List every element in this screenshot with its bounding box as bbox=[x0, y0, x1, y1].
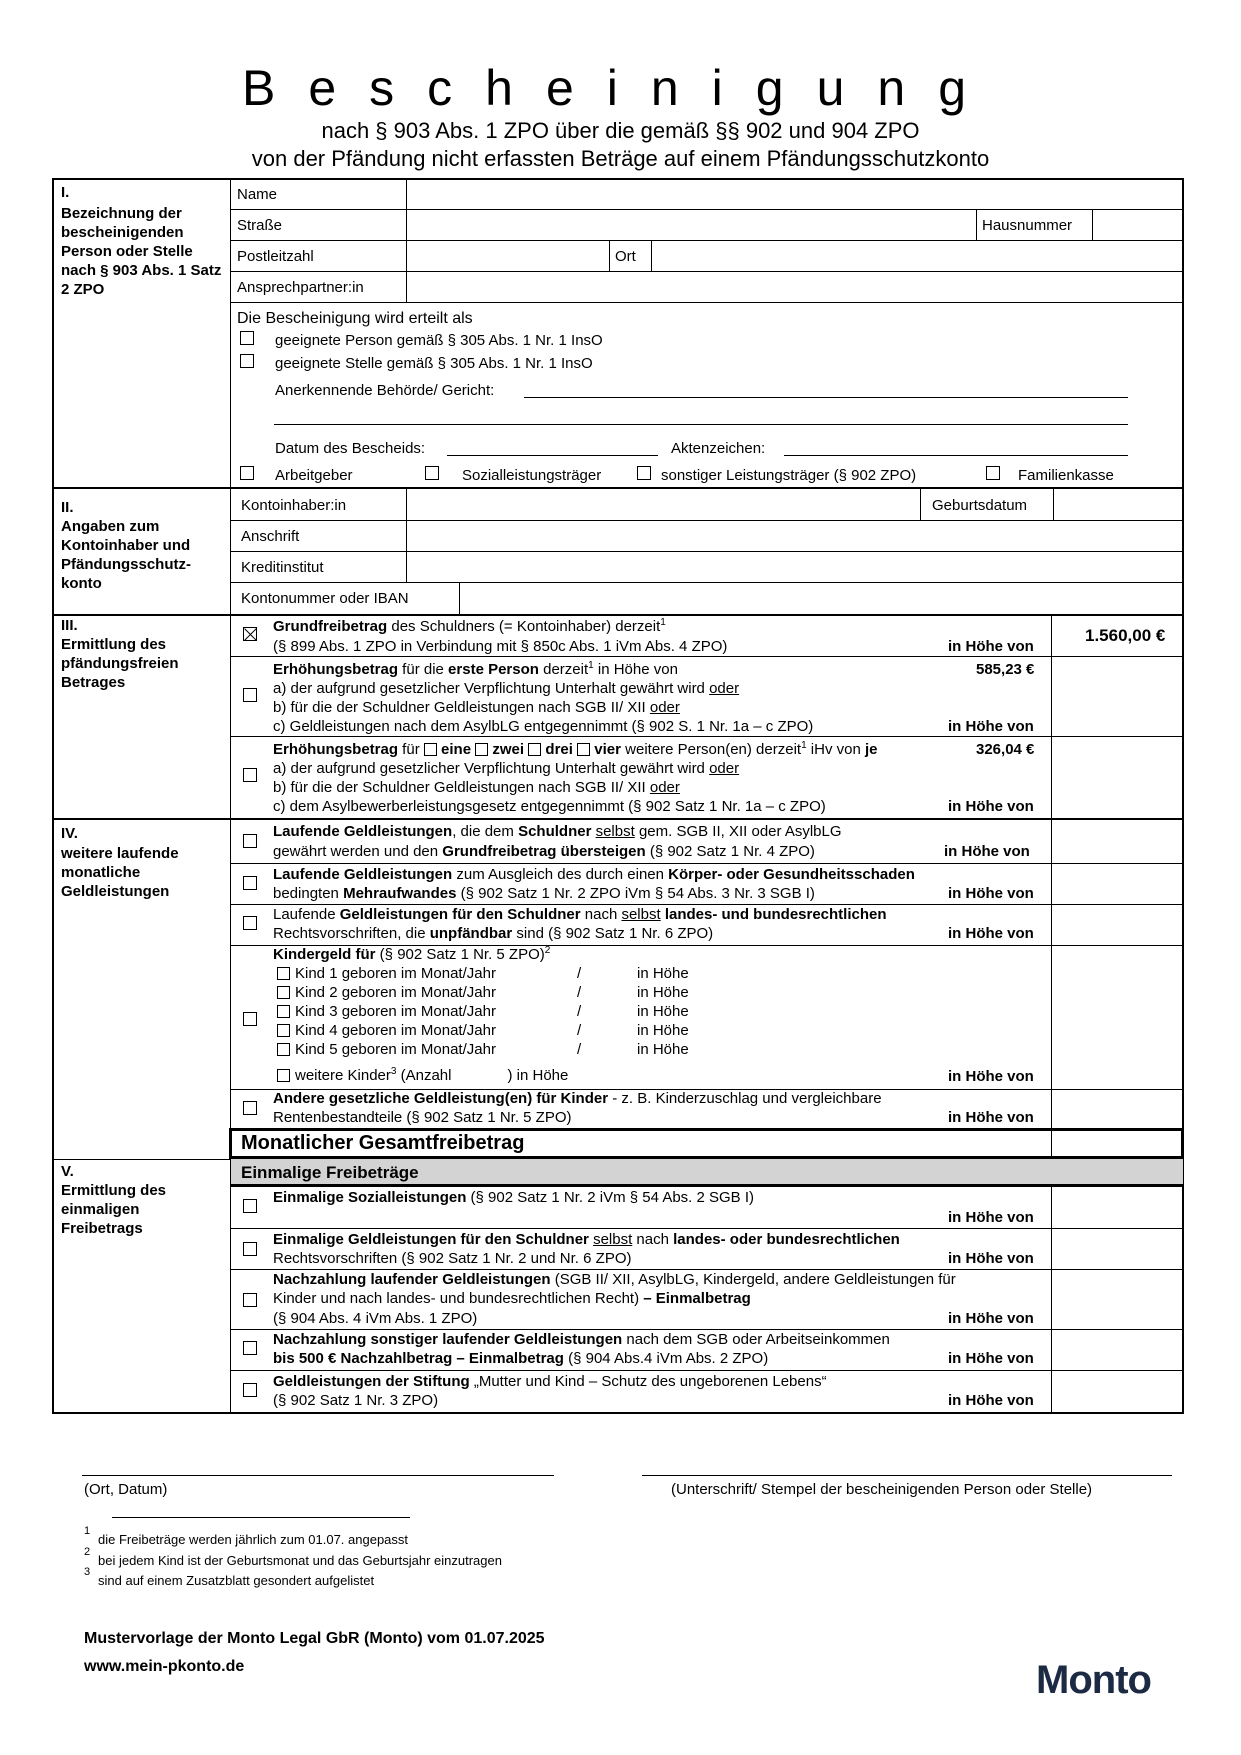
familienkasse-label: Familienkasse bbox=[1018, 467, 1114, 484]
erhoehung-b-text: b) für die der Schuldner Geldleistungen nach SGB II/ XII bbox=[273, 779, 650, 796]
laufend-text: sind (§ 902 Satz 1 Nr. 6 ZPO) bbox=[512, 925, 714, 942]
kind-hoehe-label: in Höhe bbox=[637, 1022, 689, 1039]
erhoehung-term: Erhöhungsbetrag bbox=[273, 741, 399, 758]
erhoehung-text: iHv von bbox=[806, 741, 865, 758]
andere-kinder-text: - z. B. Kinderzuschlag und vergleichbare bbox=[608, 1090, 882, 1107]
section-3-title: Ermittlung des pfändungsfreien Betrages bbox=[61, 636, 179, 691]
einmalige-geldleistungen-line1 bbox=[273, 1231, 900, 1248]
einmalige-geldleistungen-amount-field[interactable] bbox=[1052, 1229, 1182, 1269]
strasse-field[interactable] bbox=[407, 210, 975, 240]
oder-text: oder bbox=[649, 699, 680, 716]
erhoehung-2-line1 bbox=[273, 741, 878, 758]
footnote-3-text: sind auf einem Zusatzblatt gesondert aufgelistet bbox=[98, 1573, 375, 1588]
landesrecht-term: landes- und bundesrechtlichen bbox=[664, 906, 887, 923]
behoerde-label: Anerkennende Behörde/ Gericht: bbox=[275, 382, 495, 399]
nachzahlung-sonstig-term: Nachzahlung sonstiger laufender Geldleistungen bbox=[273, 1331, 623, 1348]
stiftung-line2: (§ 902 Satz 1 Nr. 3 ZPO) bbox=[273, 1392, 439, 1409]
in-hoehe-label: ) in Höhe bbox=[507, 1067, 569, 1084]
kind-label: Kind 4 geboren im Monat/Jahr bbox=[295, 1022, 496, 1039]
sonstiger-label: sonstiger Leistungsträger (§ 902 ZPO) bbox=[661, 467, 917, 484]
zwei-label: zwei bbox=[492, 741, 525, 758]
einmalige-sozialleistungen-checkbox[interactable] bbox=[243, 1199, 257, 1213]
nachzahlbetrag-term: bis 500 € Nachzahlbetrag – Einmalbetrag bbox=[273, 1350, 564, 1367]
andere-kinder-line1 bbox=[273, 1090, 882, 1107]
familienkasse-checkbox[interactable] bbox=[986, 466, 1000, 480]
kind-1-checkbox[interactable] bbox=[277, 967, 290, 980]
unterschrift-line[interactable] bbox=[642, 1475, 1172, 1476]
laufend-sgb-line1 bbox=[273, 823, 842, 840]
kind-hoehe-label: in Höhe bbox=[637, 1003, 689, 1020]
oder-text: oder bbox=[649, 779, 680, 796]
behoerde-line[interactable] bbox=[524, 397, 1128, 398]
strasse-label: Straße bbox=[237, 217, 283, 234]
nachzahlung-sonstig-line2 bbox=[273, 1350, 768, 1367]
erteilt-als-label: Die Bescheinigung wird erteilt als bbox=[237, 310, 473, 327]
section-1-title: Bezeichnung der bescheinigenden Person oder Stelle nach § 903 Abs. 1 Satz 2 ZPO bbox=[61, 205, 222, 298]
laufend-text: nach bbox=[580, 906, 622, 923]
kind-hoehe-label: in Höhe bbox=[637, 965, 689, 982]
laufende-term: Laufende Geldleistungen bbox=[273, 823, 453, 840]
erhoehung-1-a bbox=[273, 680, 739, 697]
footnote-ref: 2 bbox=[544, 945, 551, 956]
plz-label: Postleitzahl bbox=[237, 248, 314, 265]
kind-row bbox=[277, 1003, 496, 1020]
mehraufwand-term: Mehraufwandes bbox=[343, 885, 457, 902]
erhoehung-text: in Höhe von bbox=[593, 661, 678, 678]
oder-text: oder bbox=[709, 760, 740, 777]
behoerde-line-2[interactable] bbox=[274, 424, 1128, 425]
kind-slash: / bbox=[577, 984, 582, 1001]
kind-4-checkbox[interactable] bbox=[277, 1024, 290, 1037]
gesundheitsschaden-amount-field[interactable] bbox=[1052, 864, 1182, 904]
einmalige-sozialleistungen-line1 bbox=[273, 1189, 754, 1206]
vier-checkbox[interactable] bbox=[577, 743, 590, 756]
section-4-title: weitere laufende monatliche Geldleistungen bbox=[61, 845, 179, 900]
footnote-ref: 1 bbox=[660, 617, 666, 628]
erhoehung-b-text: b) für die der Schuldner Geldleistungen nach SGB II/ XII bbox=[273, 699, 650, 716]
kreditinstitut-label: Kreditinstitut bbox=[241, 559, 324, 576]
in-hoehe-von-label: in Höhe von bbox=[948, 1392, 1034, 1409]
grundfreibetrag-checkbox-checked[interactable] bbox=[243, 627, 257, 641]
footnote-1-text: die Freibeträge werden jährlich zum 01.07. angepasst bbox=[98, 1532, 409, 1547]
kind-label: Kind 5 geboren im Monat/Jahr bbox=[295, 1041, 496, 1058]
hausnummer-label: Hausnummer bbox=[982, 217, 1073, 234]
nachzahlung-text: Kinder und nach landes- und bundesrechtlichen Recht) bbox=[273, 1290, 644, 1307]
einmalige-text: (§ 902 Satz 1 Nr. 2 iVm § 54 Abs. 2 SGB I) bbox=[466, 1189, 755, 1206]
footnote-separator bbox=[112, 1517, 410, 1518]
einmalige-geldleistungen-checkbox[interactable] bbox=[243, 1242, 257, 1256]
in-hoehe-von-label: in Höhe von bbox=[948, 1310, 1034, 1327]
einmalige-geldleistungen-line2: Rechtsvorschriften (§ 902 Satz 1 Nr. 2 und Nr. 6 ZPO) bbox=[273, 1250, 632, 1267]
geburtsdatum-label: Geburtsdatum bbox=[932, 497, 1028, 514]
einmalige-sozialleistungen-amount-field[interactable] bbox=[1052, 1188, 1182, 1228]
erhoehung-text: derzeit bbox=[538, 661, 589, 678]
kind-slash: / bbox=[577, 1003, 582, 1020]
nachzahlung-laufend-line3: (§ 904 Abs. 4 iVm Abs. 1 ZPO) bbox=[273, 1310, 478, 1327]
einmalige-sozial-term: Einmalige Sozialleistungen bbox=[273, 1189, 467, 1206]
koerperschaden-term: Körper- oder Gesundheitsschaden bbox=[668, 866, 915, 883]
laufend-text: , die dem bbox=[452, 823, 519, 840]
footnote-ref: 1 bbox=[588, 660, 594, 671]
kind-label: Kind 3 geboren im Monat/Jahr bbox=[295, 1003, 496, 1020]
name-label: Name bbox=[237, 186, 278, 203]
section-3-number: III. bbox=[61, 617, 78, 634]
stiftung-checkbox[interactable] bbox=[243, 1383, 257, 1397]
grundfreibetrag-line1 bbox=[273, 618, 666, 635]
plz-field[interactable] bbox=[407, 241, 608, 271]
kindergeld-amount-field[interactable] bbox=[1052, 946, 1182, 1089]
erhoehung-2-value: 326,04 € bbox=[976, 741, 1035, 758]
arbeitgeber-checkbox[interactable] bbox=[240, 466, 254, 480]
aktenzeichen-line[interactable] bbox=[784, 455, 1128, 456]
footnote-2-number: 2 bbox=[84, 1546, 91, 1558]
aktenzeichen-label: Aktenzeichen: bbox=[671, 440, 766, 457]
nachzahlung-sonstig-amount-field[interactable] bbox=[1052, 1330, 1182, 1370]
ort-label: Ort bbox=[615, 248, 636, 265]
drei-checkbox[interactable] bbox=[528, 743, 541, 756]
in-hoehe-von-label: in Höhe von bbox=[948, 1350, 1034, 1367]
sozialleistungstraeger-checkbox[interactable] bbox=[425, 466, 439, 480]
section-5-title: Ermittlung des einmaligen Freibetrags bbox=[61, 1182, 167, 1237]
ort-field[interactable] bbox=[652, 241, 1182, 271]
row-line bbox=[231, 656, 1183, 657]
ansprechpartner-label: Ansprechpartner:in bbox=[237, 279, 364, 296]
erhoehung-2-c: c) dem Asylbewerberleistungsgesetz entgegennimmt (§ 902 Satz 1 Nr. 1a – c ZPO) bbox=[273, 798, 826, 815]
name-field[interactable] bbox=[407, 180, 1182, 209]
nachzahlung-laufend-line1 bbox=[273, 1271, 956, 1288]
kind-hoehe-label: in Höhe bbox=[637, 984, 689, 1001]
in-hoehe-von-label: in Höhe von bbox=[948, 1068, 1034, 1085]
nachzahlung-text: (§ 904 Abs.4 iVm Abs. 2 ZPO) bbox=[563, 1350, 769, 1367]
landesrecht-checkbox[interactable] bbox=[243, 916, 257, 930]
person-label: geeignete Person gemäß § 305 Abs. 1 Nr. 1 InsO bbox=[275, 332, 603, 349]
kontoinhaber-label: Kontoinhaber:in bbox=[241, 497, 347, 514]
erhoehung-text: für die bbox=[398, 661, 449, 678]
nachzahlung-text: nach dem SGB oder Arbeitseinkommen bbox=[622, 1331, 890, 1348]
erhoehung-1-amount-field[interactable] bbox=[1052, 657, 1182, 736]
in-hoehe-von-label: in Höhe von bbox=[948, 885, 1034, 902]
andere-kinder-amount-field[interactable] bbox=[1052, 1090, 1182, 1128]
footer-website-link[interactable]: www.mein-pkonto.de bbox=[84, 1658, 245, 1675]
in-hoehe-von-label: in Höhe von bbox=[948, 1109, 1034, 1126]
kind-5-checkbox[interactable] bbox=[277, 1043, 290, 1056]
erhoehung-term: Erhöhungsbetrag bbox=[273, 661, 399, 678]
row-line bbox=[231, 863, 1183, 864]
grundfreibetrag-text: des Schuldners (= Kontoinhaber) derzeit bbox=[387, 618, 661, 635]
datum-bescheid-label: Datum des Bescheids: bbox=[275, 440, 426, 457]
row-line bbox=[231, 1370, 1183, 1371]
sonstiger-checkbox[interactable] bbox=[637, 466, 651, 480]
datum-bescheid-line[interactable] bbox=[447, 455, 658, 456]
ort-datum-label: (Ort, Datum) bbox=[84, 1481, 168, 1498]
laufend-text: gem. SGB II, XII oder AsylbLG bbox=[634, 823, 842, 840]
erhoehung-1-checkbox[interactable] bbox=[243, 688, 257, 702]
section-divider bbox=[53, 1159, 231, 1160]
erhoehung-a-text: a) der aufgrund gesetzlicher Verpflichtung Unterhalt gewährt wird bbox=[273, 680, 710, 697]
erhoehung-2-b bbox=[273, 779, 680, 796]
laufend-text: bedingten bbox=[273, 885, 344, 902]
nachzahlung-term: Nachzahlung laufender Geldleistungen bbox=[273, 1271, 551, 1288]
erhoehung-a-text: a) der aufgrund gesetzlicher Verpflichtung Unterhalt gewährt wird bbox=[273, 760, 710, 777]
schuldner-term: Schuldner bbox=[518, 823, 592, 840]
einmalige-text: nach bbox=[632, 1231, 674, 1248]
section-divider bbox=[53, 614, 1183, 616]
kind-slash: / bbox=[577, 1022, 582, 1039]
footnote-ref: 3 bbox=[390, 1066, 397, 1077]
andere-kinder-line2: Rentenbestandteile (§ 902 Satz 1 Nr. 5 ZPO) bbox=[273, 1109, 572, 1126]
hausnummer-field[interactable] bbox=[1093, 210, 1182, 240]
footer-mustervorlage: Mustervorlage der Monto Legal GbR (Monto) vom 01.07.2025 bbox=[84, 1630, 545, 1647]
kind-label: Kind 1 geboren im Monat/Jahr bbox=[295, 965, 496, 982]
person-checkbox[interactable] bbox=[240, 331, 254, 345]
grundfreibetrag-line2: (§ 899 Abs. 1 ZPO in Verbindung mit § 850c Abs. 1 iVm Abs. 4 ZPO) bbox=[273, 638, 728, 655]
row-line bbox=[231, 736, 1183, 737]
arbeitgeber-label: Arbeitgeber bbox=[275, 467, 353, 484]
section-5-number: V. bbox=[61, 1163, 74, 1180]
kindergeld-text: (§ 902 Satz 1 Nr. 5 ZPO) bbox=[375, 946, 545, 963]
laufend-text: (§ 902 Satz 1 Nr. 4 ZPO) bbox=[645, 843, 815, 860]
ort-datum-line[interactable] bbox=[82, 1475, 554, 1476]
footnote-2-text: bei jedem Kind ist der Geburtsmonat und das Geburtsjahr einzutragen bbox=[98, 1553, 502, 1568]
geburtsdatum-field[interactable] bbox=[1054, 489, 1182, 520]
je-term: je bbox=[865, 741, 878, 758]
eine-checkbox[interactable] bbox=[424, 743, 437, 756]
in-hoehe-von-label: in Höhe von bbox=[948, 1209, 1034, 1226]
kind-3-checkbox[interactable] bbox=[277, 1005, 290, 1018]
nachzahlung-text: (SGB II/ XII, AsylbLG, Kindergeld, andere Geldleistungen für bbox=[550, 1271, 956, 1288]
stiftung-amount-field[interactable] bbox=[1052, 1371, 1182, 1412]
erhoehung-1-line1 bbox=[273, 661, 678, 678]
erhoehung-2-checkbox[interactable] bbox=[243, 768, 257, 782]
gesundheitsschaden-line2 bbox=[273, 885, 815, 902]
anzahl-label: (Anzahl bbox=[396, 1067, 452, 1084]
stelle-label: geeignete Stelle gemäß § 305 Abs. 1 Nr. 1 InsO bbox=[275, 355, 593, 372]
andere-kinder-checkbox[interactable] bbox=[243, 1101, 257, 1115]
kind-row bbox=[277, 965, 496, 982]
landesrecht-line1 bbox=[273, 906, 887, 923]
laufend-text: Laufende bbox=[273, 906, 340, 923]
stelle-checkbox[interactable] bbox=[240, 354, 254, 368]
oder-text: oder bbox=[709, 680, 740, 697]
anschrift-label: Anschrift bbox=[241, 528, 300, 545]
selbst-text: selbst bbox=[593, 1231, 633, 1248]
in-hoehe-von-label: in Höhe von bbox=[948, 718, 1034, 735]
in-hoehe-von-label: in Höhe von bbox=[948, 925, 1034, 942]
zwei-checkbox[interactable] bbox=[475, 743, 488, 756]
laufend-text: gewährt werden und den bbox=[273, 843, 443, 860]
iban-label: Kontonummer oder IBAN bbox=[241, 590, 409, 607]
section-2-number: II. bbox=[61, 499, 74, 516]
stiftung-term: Geldleistungen der Stiftung bbox=[273, 1373, 470, 1390]
in-hoehe-von-label: in Höhe von bbox=[948, 798, 1034, 815]
kindergeld-line1 bbox=[273, 946, 550, 963]
anschrift-field[interactable] bbox=[407, 521, 1182, 551]
geldleistungen-term: Geldleistungen für den Schuldner bbox=[339, 906, 581, 923]
eine-label: eine bbox=[441, 741, 472, 758]
footnote-1-number: 1 bbox=[84, 1525, 91, 1537]
monto-logo: Monto bbox=[1036, 1658, 1151, 1702]
row-line bbox=[231, 1269, 1183, 1270]
erhoehung-1-b bbox=[273, 699, 680, 716]
grundfreibetrag-term: Grundfreibetrag bbox=[273, 618, 388, 635]
selbst-text: selbst bbox=[595, 823, 635, 840]
laufend-text: Rechtsvorschriften, die bbox=[273, 925, 430, 942]
erhoehung-text: für bbox=[398, 741, 424, 758]
in-hoehe-von-label: in Höhe von bbox=[944, 843, 1030, 860]
page-subtitle-2: von der Pfändung nicht erfassten Beträge auf einem Pfändungsschutzkonto bbox=[251, 146, 990, 171]
landesrecht-term: landes- oder bundesrechtlichen bbox=[673, 1231, 900, 1248]
section-divider bbox=[53, 818, 1183, 820]
nachzahlung-laufend-line2 bbox=[273, 1290, 751, 1307]
kind-2-checkbox[interactable] bbox=[277, 986, 290, 999]
unpfaendbar-term: unpfändbar bbox=[429, 925, 513, 942]
nachzahlung-sonstig-checkbox[interactable] bbox=[243, 1341, 257, 1355]
page-title: Bescheinigung bbox=[241, 60, 1000, 116]
kreditinstitut-field[interactable] bbox=[407, 552, 1182, 582]
grundfreibetrag-uebersteigen-term: Grundfreibetrag übersteigen bbox=[442, 843, 646, 860]
section-1-number: I. bbox=[61, 184, 70, 201]
laufend-sgb-amount-field[interactable] bbox=[1052, 819, 1182, 863]
gesamt-label: Monatlicher Gesamtfreibetrag bbox=[241, 1132, 525, 1154]
row-line bbox=[231, 904, 1183, 905]
kindergeld-checkbox[interactable] bbox=[243, 1012, 257, 1026]
laufend-sgb-checkbox[interactable] bbox=[243, 834, 257, 848]
col-line bbox=[920, 488, 921, 520]
page-subtitle-1: nach § 903 Abs. 1 ZPO über die gemäß §§ 902 und 904 ZPO bbox=[321, 118, 920, 143]
erste-person-term: erste Person bbox=[448, 661, 539, 678]
kind-hoehe-label: in Höhe bbox=[637, 1041, 689, 1058]
weitere-kinder-checkbox[interactable] bbox=[277, 1069, 290, 1082]
erhoehung-text: weitere Person(en) derzeit bbox=[620, 741, 802, 758]
kind-slash: / bbox=[577, 965, 582, 982]
kontoinhaber-field[interactable] bbox=[407, 489, 919, 520]
section-2-title: Angaben zum Kontoinhaber und Pfändungsschutz-konto bbox=[61, 518, 191, 592]
col-line bbox=[976, 209, 977, 240]
landesrecht-amount-field[interactable] bbox=[1052, 905, 1182, 945]
kindergeld-term: Kindergeld für bbox=[273, 946, 376, 963]
drei-label: drei bbox=[545, 741, 573, 758]
row-line bbox=[231, 1228, 1183, 1229]
nachzahlung-sonstig-line1 bbox=[273, 1331, 890, 1348]
laufend-text: zum Ausgleich des durch einen bbox=[452, 866, 669, 883]
footnote-ref: 1 bbox=[801, 740, 807, 751]
laufend-sgb-line2 bbox=[273, 843, 815, 860]
gesundheitsschaden-checkbox[interactable] bbox=[243, 876, 257, 890]
sozialleistungstraeger-label: Sozialleistungsträger bbox=[462, 467, 602, 484]
unterschrift-label: (Unterschrift/ Stempel der bescheinigenden Person oder Stelle) bbox=[671, 1481, 1093, 1498]
in-hoehe-von-label: in Höhe von bbox=[948, 638, 1034, 655]
iban-field[interactable] bbox=[460, 583, 1182, 614]
nachzahlung-laufend-amount-field[interactable] bbox=[1052, 1270, 1182, 1329]
selbst-text: selbst bbox=[621, 906, 661, 923]
landesrecht-line2 bbox=[273, 925, 713, 942]
kind-row bbox=[277, 1022, 496, 1039]
in-hoehe-von-label: in Höhe von bbox=[948, 1250, 1034, 1267]
footnote-3-number: 3 bbox=[84, 1566, 91, 1578]
erhoehung-1-value: 585,23 € bbox=[976, 661, 1035, 678]
gesamt-amount-field[interactable] bbox=[1052, 1131, 1181, 1156]
andere-kinder-term: Andere gesetzliche Geldleistung(en) für Kinder bbox=[273, 1090, 609, 1107]
weitere-kinder-row bbox=[277, 1067, 568, 1084]
vier-label: vier bbox=[594, 741, 621, 758]
stiftung-line1 bbox=[273, 1373, 827, 1390]
kind-label: Kind 2 geboren im Monat/Jahr bbox=[295, 984, 496, 1001]
stiftung-text: „Mutter und Kind – Schutz des ungeborenen Lebens“ bbox=[469, 1373, 827, 1390]
kind-row bbox=[277, 1041, 496, 1058]
ansprechpartner-field[interactable] bbox=[407, 272, 1182, 302]
gesundheitsschaden-line1 bbox=[273, 866, 915, 883]
row-line bbox=[231, 302, 1183, 303]
erhoehung-2-a bbox=[273, 760, 739, 777]
row-line bbox=[231, 1329, 1183, 1330]
kind-row bbox=[277, 984, 496, 1001]
section-4-number: IV. bbox=[61, 825, 78, 842]
col-line bbox=[609, 240, 610, 271]
grundfreibetrag-value: 1.560,00 € bbox=[1085, 626, 1166, 645]
erhoehung-1-c: c) Geldleistungen nach dem AsylbLG entgegennimmt (§ 902 S. 1 Nr. 1a – c ZPO) bbox=[273, 718, 814, 735]
kind-slash: / bbox=[577, 1041, 582, 1058]
nachzahlung-laufend-checkbox[interactable] bbox=[243, 1293, 257, 1307]
weitere-kinder-label: weitere Kinder bbox=[295, 1067, 391, 1084]
einmalbetrag-term: – Einmalbetrag bbox=[643, 1290, 751, 1307]
erhoehung-2-amount-field[interactable] bbox=[1052, 737, 1182, 817]
einmalige-header-label: Einmalige Freibeträge bbox=[241, 1163, 419, 1182]
laufende-term: Laufende Geldleistungen bbox=[273, 866, 453, 883]
laufend-text: (§ 902 Satz 1 Nr. 2 ZPO iVm § 54 Abs. 3 Nr. 3 SGB I) bbox=[456, 885, 815, 902]
einmalige-geld-term: Einmalige Geldleistungen für den Schuldner bbox=[273, 1231, 589, 1248]
